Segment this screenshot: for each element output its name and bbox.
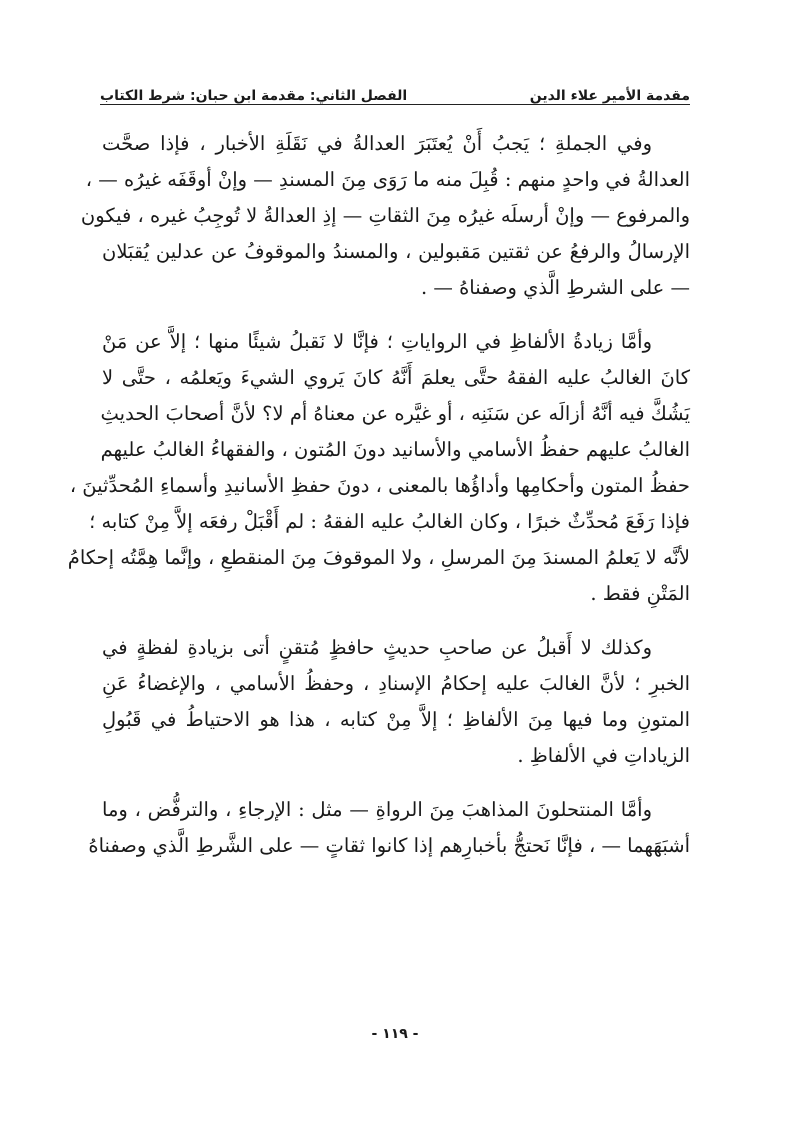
paragraph-sectarian-narrators [88,792,690,864]
text-line: أشبَهَهما — ، فإنَّا نَحتجُّ بأخبارِهم إذا كانوا ثقاتٍ — على الشَّرطِ الَّذي وصفناهُ [88,834,690,857]
text-line: يَشُكَّ فيه أنَّهُ أزالَه عن سَنَنِه ، أو غيَّره عن معناهُ أم لا؟ لأنَّ أصحابَ الحديثِ [100,402,690,425]
text-line: حفظُ المتون وأحكامِها وأداؤُها بالمعنى ، دونَ حفظِ الأسانيدِ وأسماءِ المُحدِّثينَ ، [69,474,690,497]
text-line: — على الشرطِ الَّذي وصفناهُ — . [420,276,690,299]
text-line: وأمَّا زيادةُ الألفاظِ في الرواياتِ ؛ فإنَّا لا نَقبلُ شيئًا منها ؛ إلاَّ عن مَنْ [102,330,652,353]
text-line: الغالبُ عليهم حفظُ الأسامي والأسانيد دونَ المُتون ، والفقهاءُ الغالبُ عليهم [100,438,690,461]
page-body [67,126,690,882]
header-book-section: مقدمة الأمير علاء الدين [529,88,690,104]
text-line: الزياداتِ في الألفاظِ . [517,744,690,767]
text-line: فإذا رَفَعَ مُحدِّثٌ خبرًا ، وكان الغالبُ عليه الفقهُ : لم أَقْبَلْ رفعَه إلاَّ مِنْ كتابه ؛ [89,510,690,533]
paragraph-justice-of-narrators [80,126,690,306]
header-chapter-title: الفصل الثاني: مقدمة ابن حبان: شرط الكتاب [100,88,408,104]
header-divider [100,104,690,105]
running-header [100,74,690,104]
text-line: وأمَّا المنتحلونَ المذاهبَ مِنَ الرواةِ — مثل : الإرجاءِ ، والترفُّض ، وما [102,798,652,821]
text-line: لأنَّه لا يَعلمُ المسندَ مِنَ المرسلِ ، ولا الموقوفَ مِنَ المنقطعِ ، وإنَّما هِمَّتُه إحكامُ [67,546,690,569]
text-line: الخبرِ ؛ لأنَّ الغالبَ عليه إحكامُ الإسنادِ ، وحفظُ الأسامي ، والإغضاءُ عَنِ [102,672,690,695]
text-line: وكذلك لا أَقبلُ عن صاحبِ حديثٍ حافظٍ مُتقنٍ أتى بزيادةِ لفظةٍ في [102,636,652,659]
page-number: - ١١٩ - [371,1026,419,1042]
text-line: كانَ الغالبُ عليه الفقهُ حتَّى يعلمَ أَنَّهُ كانَ يَروي الشيءَ ويَعلمُه ، حتَّى لا [102,366,690,389]
text-line: العدالةُ في واحدٍ منهم : قُبِلَ منه ما رَوَى مِنَ المسندِ — وإنْ أوقَفَه غيرُه — ، [85,168,690,191]
text-line: المتونِ وما فيها مِنَ الألفاظِ ؛ إلاَّ مِنْ كتابه ، هذا هو الاحتياطُ في قَبُولِ [102,708,690,731]
text-line: الإرسالُ والرفعُ عن ثقتين مَقبولين ، والمسندُ والموقوفُ عن عدلين يُقبَلان [102,240,690,263]
text-line: وفي الجملةِ ؛ يَجبُ أَنْ يُعتَبَرَ العدالةُ في نَقَلَةِ الأخبار ، فإذا صحَّت [102,132,652,155]
paragraph-additional-wordings [67,324,690,612]
text-line: المَتْنِ فقط . [590,582,690,605]
paragraph-hadith-preserver [102,630,690,774]
text-line: والمرفوع — وإنْ أرسلَه غيرُه مِنَ الثقاتِ — إذِ العدالةُ لا تُوجِبُ غيره ، فيكون [80,204,690,227]
